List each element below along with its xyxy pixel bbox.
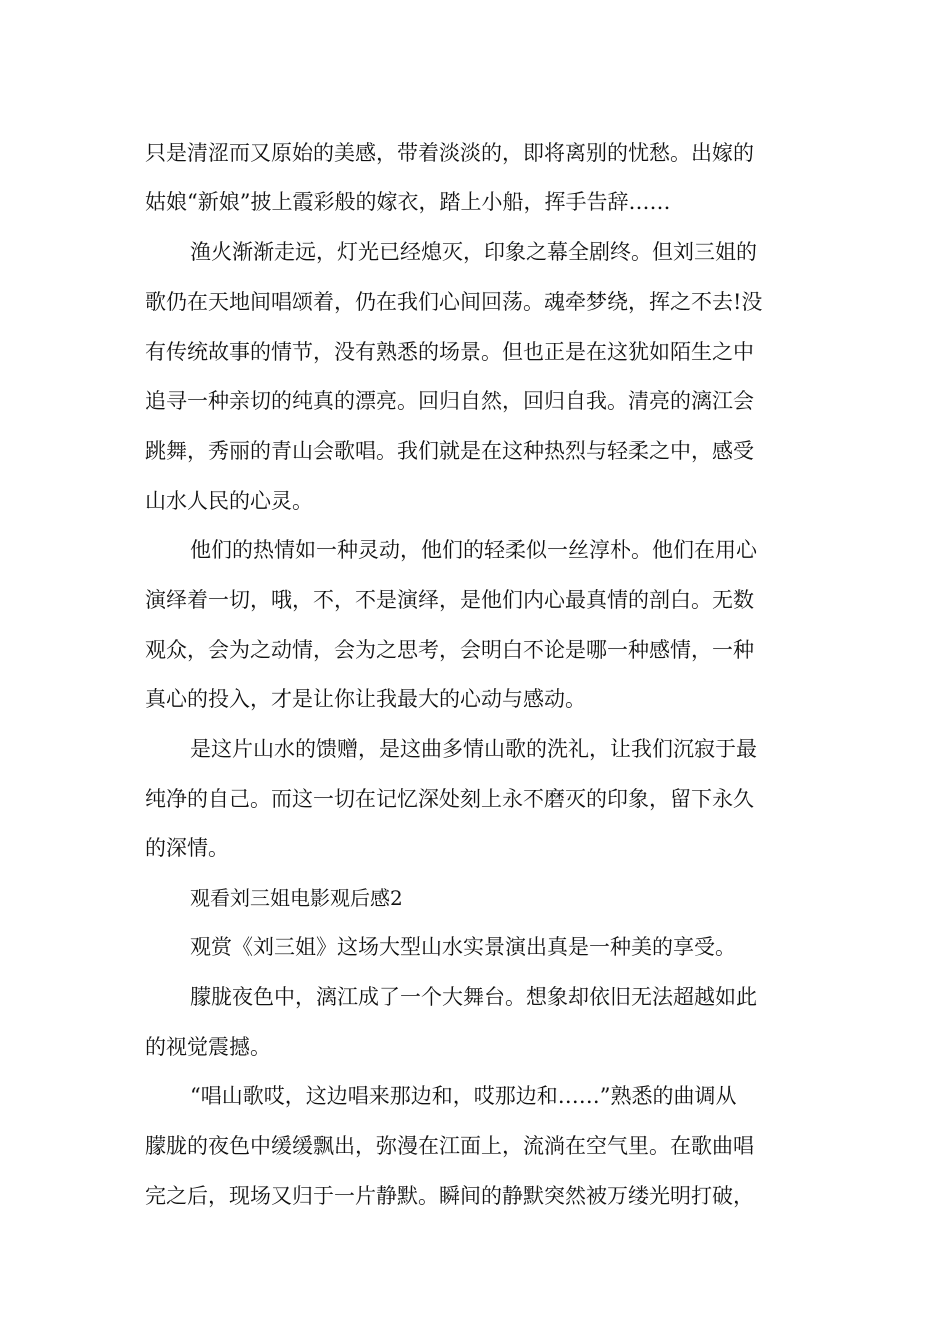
text-line: 的视觉震撼。 <box>145 1035 271 1059</box>
paragraph-first-line: 朦胧夜色中，漓江成了一个大舞台。想象却依旧无法超越如此 <box>190 985 757 1009</box>
text-line: 朦胧的夜色中缓缓飘出，弥漫在江面上，流淌在空气里。在歌曲唱 <box>145 1134 754 1158</box>
text-line: 只是清涩而又原始的美感，带着淡淡的，即将离别的忧愁。出嫁的 <box>145 141 754 165</box>
paragraph-first-line: 渔火渐渐走远，灯光已经熄灭，印象之幕全剧终。但刘三姐的 <box>190 240 757 264</box>
section-heading: 观看刘三姐电影观后感2 <box>190 886 403 910</box>
text-line: 追寻一种亲切的纯真的漂亮。回归自然，回归自我。清亮的漓江会 <box>145 389 754 413</box>
text-line: 完之后，现场又归于一片静默。瞬间的静默突然被万缕光明打破， <box>145 1184 754 1208</box>
paragraph-first-line: 是这片山水的馈赠，是这曲多情山歌的洗礼，让我们沉寂于最 <box>190 737 757 761</box>
paragraph-first-line: 观赏《刘三姐》这场大型山水实景演出真是一种美的享受。 <box>190 935 736 959</box>
text-line: 姑娘“新娘”披上霞彩般的嫁衣，踏上小船，挥手告辞…… <box>145 190 671 214</box>
text-line: 山水人民的心灵。 <box>145 489 313 513</box>
text-line: 的深情。 <box>145 836 229 860</box>
text-line: 真心的投入，才是让你让我最大的心动与感动。 <box>145 687 586 711</box>
text-line: 观众，会为之动情，会为之思考，会明白不论是哪一种感情，一种 <box>145 638 754 662</box>
paragraph-first-line: 他们的热情如一种灵动，他们的轻柔似一丝淳朴。他们在用心 <box>190 538 757 562</box>
text-line: 演绎着一切，哦，不，不是演绎，是他们内心最真情的剖白。无数 <box>145 588 754 612</box>
text-line: 有传统故事的情节，没有熟悉的场景。但也正是在这犹如陌生之中 <box>145 340 754 364</box>
text-line: 歌仍在天地间唱颂着，仍在我们心间回荡。魂牵梦绕，挥之不去!没 <box>145 290 763 314</box>
text-line: 纯净的自己。而这一切在记忆深处刻上永不磨灭的印象，留下永久 <box>145 787 754 811</box>
paragraph-first-line: “唱山歌哎，这边唱来那边和，哎那边和……”熟悉的曲调从 <box>190 1084 737 1108</box>
text-line: 跳舞，秀丽的青山会歌唱。我们就是在这种热烈与轻柔之中，感受 <box>145 439 754 463</box>
